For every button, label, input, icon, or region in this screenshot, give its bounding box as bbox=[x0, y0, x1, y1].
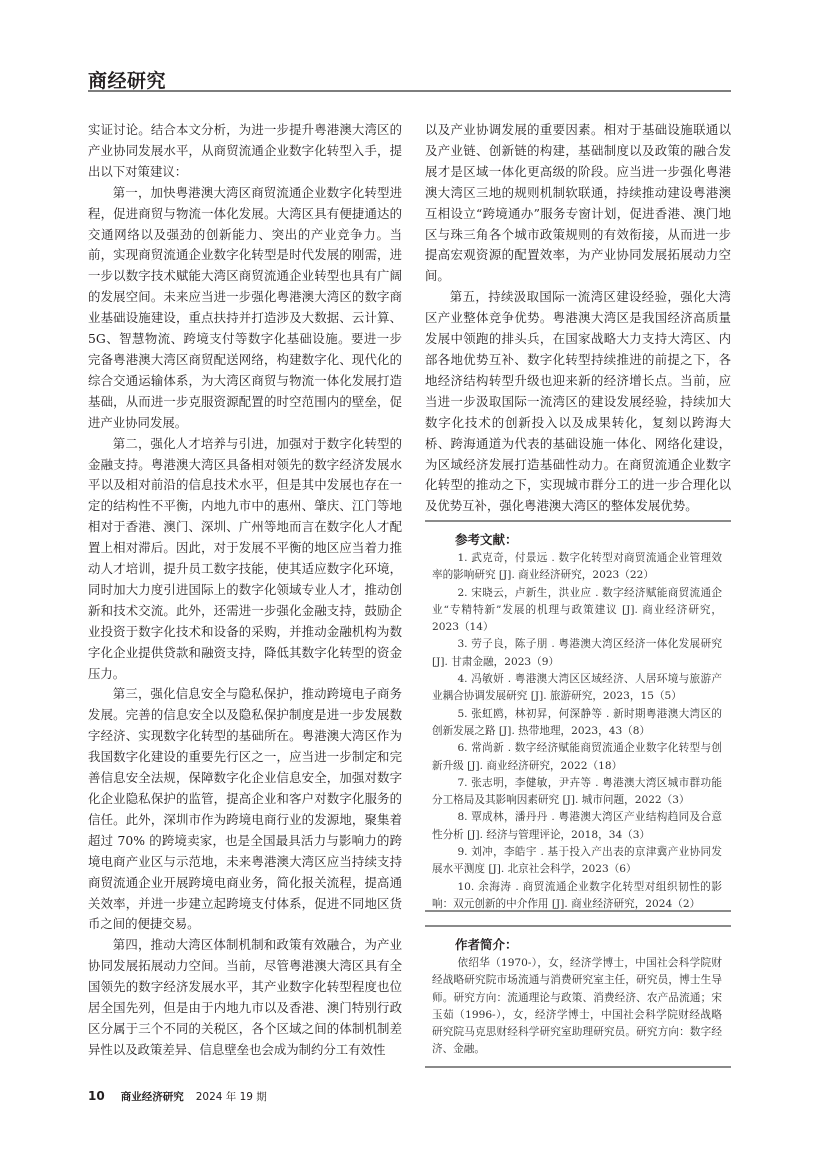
reference-item: 3. 劳子良，陈子朋 . 粤港澳大湾区经济一体化发展研究 [J]. 甘肃金融，2023（9） bbox=[432, 638, 722, 668]
references-top-divider bbox=[425, 520, 731, 522]
author-bio-top-divider bbox=[425, 925, 731, 927]
header-divider bbox=[88, 90, 731, 92]
reference-item: 10. 余海涛 . 商贸流通企业数字化转型对组织韧性的影响：双元创新的中介作用 [J]. 商业经济研究，2024（2） bbox=[432, 880, 722, 910]
journal-header-title: 商经研究 bbox=[88, 70, 167, 92]
page-footer bbox=[88, 1089, 267, 1104]
reference-item: 7. 张志明，李健敏，尹卉等 . 粤港澳大湾区城市群功能分工格局及其影响因素研究 [J]. 城市问题，2022（3） bbox=[432, 776, 722, 807]
body-paragraph: 第二，强化人才培养与引进，加强对于数字化转型的金融支持。粤港澳大湾区具备相对领先的数字经济发展水平以及相对前沿的信息技术水平，但是其中发展也存在一定的结构性不平衡，内地九市中的惠州、肇庆、江门等地相对于香港、澳门、深圳、广州等地而言在数字化人才配置上相对滞后。因此，对于发展不平衡的地区应当着力推动人才培训，提升员工数字技能，使其适应数字化环境，同时加大力度引进国际上的数字化领域专业人才，推动创新和技术交流。此外，还需进一步强化金融支持，鼓励企业投资于数字化技术和设备的采购，并推动金融机构为数字化企业提供贷款和融资支持，降低其数字化转型的资金压力。 bbox=[88, 435, 402, 681]
footer-issue: 2024 年 19 期 bbox=[195, 1091, 267, 1103]
references-list bbox=[432, 550, 722, 913]
references-title: 参考文献： bbox=[455, 532, 518, 547]
body-paragraph: 实证讨论。结合本文分析，为进一步提升粤港澳大湾区的产业协同发展水平，从商贸流通企业数字化转型入手，提出以下对策建议： bbox=[88, 122, 402, 179]
body-column-right bbox=[425, 120, 731, 517]
reference-item: 5. 张虹鸥，林初昇，何深静等 . 新时期粤港澳大湾区的创新发展之路 [J]. 热带地理，2023，43（8） bbox=[432, 707, 722, 737]
author-bio-text: 依绍华（1970-），女，经济学博士，中国社会科学院财经战略研究院市场流通与消费研究室主任，研究员，博士生导师。研究方向：流通理论与政策、消费经济、农产品流通；宋玉茹（1996-），女，经济学博士，中国社会科学院财经战略研究院马克思财经科学研究室助理研究员。研究方向：数字经济、金融。 bbox=[432, 957, 722, 1056]
body-paragraph: 以及产业协调发展的重要因素。相对于基础设施联通以及产业链、创新链的构建，基础制度以及政策的融合发展才是区域一体化更高级的阶段。应当进一步强化粤港澳大湾区三地的规则机制软联通，持续推动建设粤港澳互相设立“跨境通办”服务专窗计划，促进香港、澳门地区与珠三角各个城市政策规则的有效衔接，从而进一步提高宏观资源的配置效率，为产业协同发展拓展动力空间。 bbox=[425, 122, 731, 284]
reference-item: 8. 覃成林，潘丹丹 . 粤港澳大湾区产业结构趋同及合意性分析 [J]. 经济与管理评论，2018，34（3） bbox=[432, 811, 722, 841]
body-paragraph: 第三，强化信息安全与隐私保护，推动跨境电子商务发展。完善的信息安全以及隐私保护制度是进一步发展数字经济、实现数字化转型的基础所在。粤港澳大湾区作为我国数字化建设的重要先行区之一，应当进一步制定和完善信息安全法规，保障数字化企业信息安全，加强对数字化企业隐私保护的监管，提高企业和客户对数字化服务的信任。此外，深圳市作为跨境电商行业的发源地，聚集着超过 70% 的跨境卖家，也是全国最具活力与影响力的跨境电商产业区与示范地，未来粤港澳大湾区应当持续支持商贸流通企业开展跨境电商业务，简化报关流程，提高通关效率，并进一步建立起跨境支付体系，促进不同地区货币之间的便捷交易。 bbox=[88, 686, 402, 932]
page-number: 10 bbox=[88, 1089, 105, 1103]
body-paragraph: 第四，推动大湾区体制机制和政策有效融合，为产业协同发展拓展动力空间。当前，尽管粤港澳大湾区具有全国领先的数字经济发展水平，其产业数字化转型程度也位居全国先列，但是由于内地九市以及香港、澳门特别行政区分属于三个不同的关税区，各个区域之间的体制机制差异性以及政策差异、信息壁垒也会成为制约分工有效性 bbox=[88, 937, 402, 1057]
author-bio-bottom-divider bbox=[425, 1066, 731, 1068]
reference-item: 9. 刘冲，李皓宇 . 基于投入产出表的京津冀产业协同发展水平测度 [J]. 北京社会科学，2023（6） bbox=[432, 846, 722, 876]
reference-item: 1. 武克奇，付景远 . 数字化转型对商贸流通企业管理效率的影响研究 [J]. 商业经济研究，2023（22） bbox=[432, 552, 722, 582]
body-paragraph: 第一，加快粤港澳大湾区商贸流通企业数字化转型进程，促进商贸与物流一体化发展。大湾区具有便捷通达的交通网络以及强劲的创新能力、突出的产业竞争力。当前，实现商贸流通企业数字化转型是时代发展的刚需，进一步以数字技术赋能大湾区商贸流通企业转型也具有广阔的发展空间。未来应当进一步强化粤港澳大湾区的数字商业基础设施建设，重点扶持并打造涉及大数据、云计算、5G、智慧物流、跨境支付等数字化基础设施。要进一步完备粤港澳大湾区商贸配送网络，构建数字化、现代化的综合交通运输体系，为大湾区商贸与物流一体化发展打造基础，从而进一步克服资源配置的时空范围内的壁垒，促进产业协同发展。 bbox=[88, 184, 402, 430]
reference-item: 2. 宋晓云，卢新生，洪业应 . 数字经济赋能商贸流通企业“专精特新”发展的机理与政策建议 [J]. 商业经济研究，2023（14） bbox=[432, 586, 722, 634]
author-bio-title: 作者简介： bbox=[455, 937, 518, 952]
body-paragraph: 第五，持续汲取国际一流湾区建设经验，强化大湾区产业整体竞争优势。粤港澳大湾区是我国经济高质量发展中领跑的排头兵，在国家战略大力支持大湾区、内部各地优势互补、数字化转型持续推进的前提之下，各地经济结构转型升级也迎来新的经济增长点。当前，应当进一步汲取国际一流湾区的建设发展经验，持续加大数字化技术的创新投入以及成果转化，复刻以跨海大桥、跨海通道为代表的基础设施一体化、网络化建设，为区域经济发展打造基础性动力。在商贸流通企业数字化转型的推动之下，实现城市群分工的进一步合理化以及优势互补，强化粤港澳大湾区的整体发展优势。 bbox=[425, 289, 731, 514]
reference-item: 4. 冯敏妍 . 粤港澳大湾区区域经济、人居环境与旅游产业耦合协调发展研究 [J]. 旅游研究，2023，15（5） bbox=[432, 673, 722, 703]
footer-journal-name: 商业经济研究 bbox=[120, 1091, 184, 1103]
author-bio bbox=[432, 955, 722, 1059]
references-bottom-divider bbox=[425, 910, 731, 912]
reference-item: 6. 常尚新 . 数字经济赋能商贸流通企业数字化转型与创新升级 [J]. 商业经济研究，2022（18） bbox=[432, 742, 722, 772]
body-column-left bbox=[88, 120, 402, 1061]
